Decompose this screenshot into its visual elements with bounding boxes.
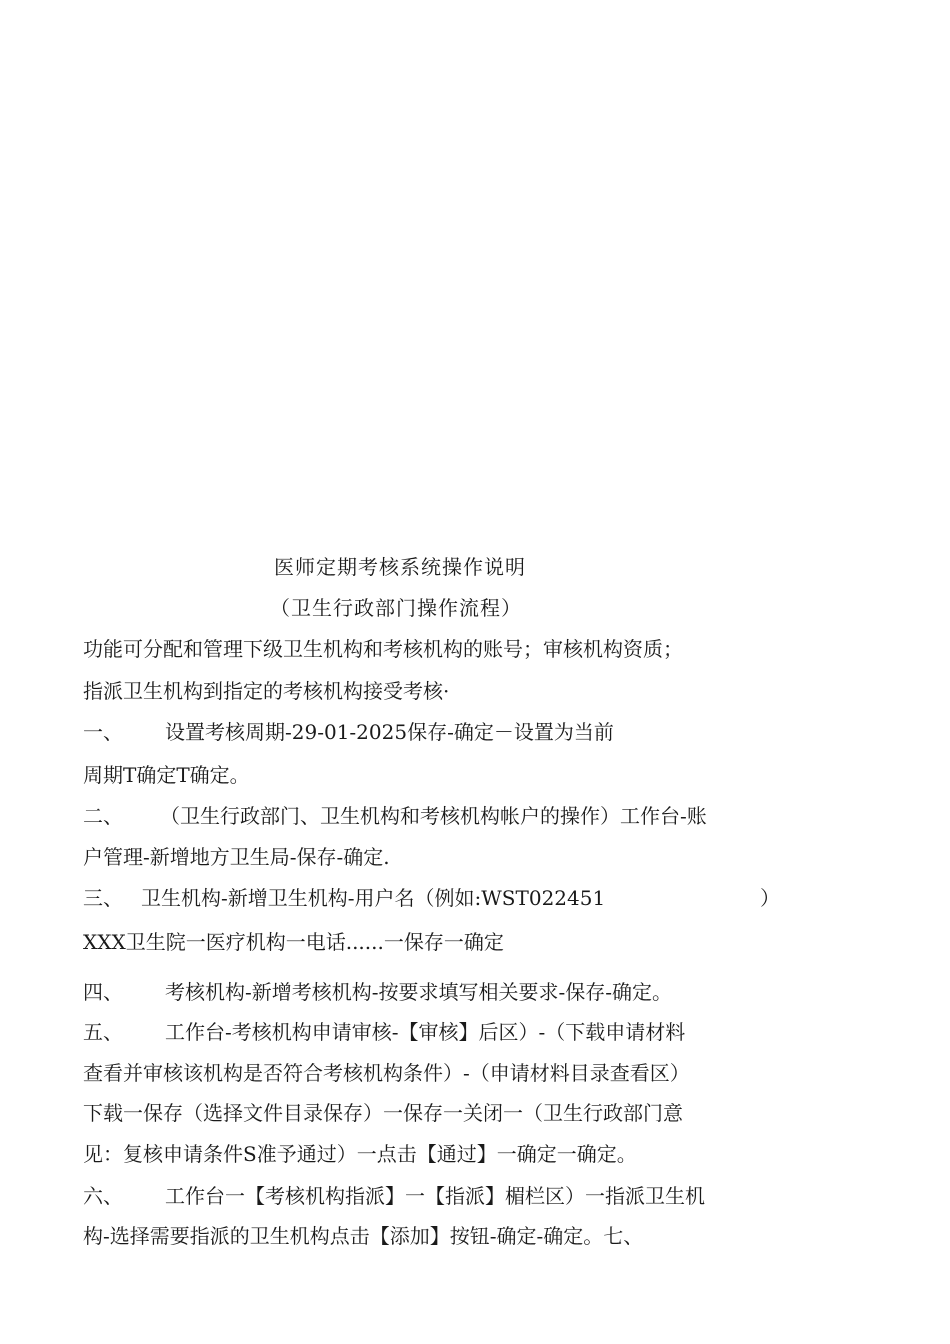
document-subtitle: （卫生行政部门操作流程） — [270, 596, 522, 620]
section-1-line-1: 设置考核周期-29-01-2025保存-确定－设置为当前 — [165, 720, 614, 744]
section-5-line-1: 工作台-考核机构申请审核-【审核】后区）-（下载申请材料 — [165, 1020, 686, 1044]
section-1-number: 一、 — [83, 720, 123, 744]
section-1-line-2: 周期T确定T确定。 — [83, 763, 250, 787]
section-5-line-4: 见：复核申请条件S准予通过）一点击【通过】一确定一确定。 — [83, 1142, 637, 1166]
section-6-number: 六、 — [83, 1184, 123, 1208]
section-5-number: 五、 — [83, 1020, 123, 1044]
document-title: 医师定期考核系统操作说明 — [274, 555, 526, 579]
section-3-line-1: 卫生机构-新增卫生机构-用户名（例如:WST022451 — [141, 886, 606, 910]
section-6-line-1: 工作台一【考核机构指派】一【指派】楣栏区）一指派卫生机 — [165, 1184, 705, 1208]
section-3-line-2: XXX卫生院一医疗机构一电话......一保存一确定 — [83, 930, 504, 954]
section-3-number: 三、 — [83, 886, 123, 910]
section-6-line-2: 构-选择需要指派的卫生机构点击【添加】按钮-确定-确定。七、 — [83, 1224, 644, 1248]
section-5-line-3: 下载一保存（选择文件目录保存）一保存一关闭一（卫生行政部门意 — [83, 1101, 683, 1125]
section-2-line-1: （卫生行政部门、卫生机构和考核机构帐户的操作）工作台-账 — [160, 804, 707, 828]
section-2-number: 二、 — [83, 804, 123, 828]
section-4-line-1: 考核机构-新增考核机构-按要求填写相关要求-保存-确定。 — [165, 980, 673, 1004]
intro-line-1: 功能可分配和管理下级卫生机构和考核机构的账号；审核机构资质； — [83, 637, 683, 661]
section-2-line-2: 户管理-新增地方卫生局-保存-确定. — [83, 845, 390, 869]
section-4-number: 四、 — [83, 980, 123, 1004]
section-5-line-2: 查看并审核该机构是否符合考核机构条件）-（申请材料目录查看区） — [83, 1061, 690, 1085]
intro-line-2: 指派卫生机构到指定的考核机构接受考核· — [83, 679, 450, 703]
section-3-closing-paren: ） — [760, 886, 780, 910]
